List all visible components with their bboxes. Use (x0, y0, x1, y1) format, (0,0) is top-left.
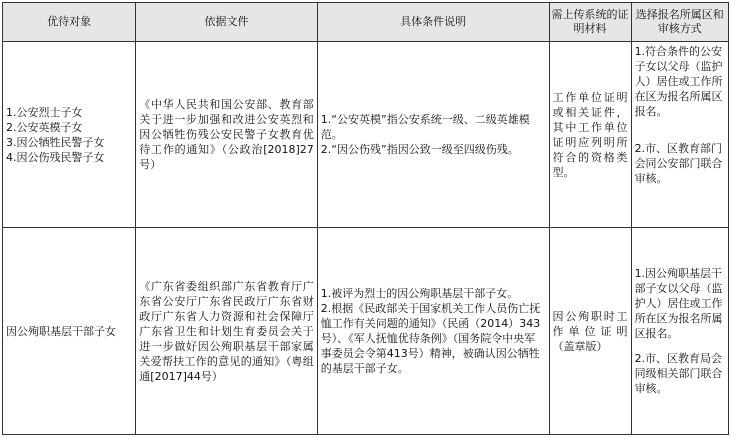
target-item: 4.因公伤残民警子女 (6, 150, 105, 164)
header-target: 优待对象 (3, 3, 136, 42)
review-cell (631, 42, 728, 228)
condition-item: 1.“公安英模”指公安系统一级、二级英雄模范。 (320, 113, 530, 141)
target-cell (3, 42, 136, 228)
materials-cell: 因公殉职时工作单位证明（盖章版） (549, 228, 631, 435)
condition-item: 2.根据《民政部关于国家机关工作人员伤亡抚恤工作有关问题的通知》（民函（2014）343号）、《军人抚恤优待条例》（国务院令中央军事委员会令第413号）精神，被确认因公牺牲的基层干部子女。 (320, 302, 541, 375)
review-cell (631, 228, 728, 435)
basis-cell: 《中华人民共和国公安部、教育部关于进一步加强和改进公安英烈和因公牺牲伤残公安民警子女教育优待工作的通知》（公政治[2018]27号） (136, 42, 318, 228)
conditions-cell (317, 42, 549, 228)
review-item: 1.符合条件的公安子女以父母（监护人）居住或工作所在区为报名所属区报名。 (634, 45, 723, 118)
conditions-cell (317, 228, 549, 435)
target-item: 3.因公牺牲民警子女 (6, 135, 105, 149)
header-materials: 需上传系统的证明材料 (549, 3, 631, 42)
review-item: 2.市、区教育局会同级相关部门联合审核。 (634, 352, 723, 395)
basis-cell: 《广东省委组织部广东省教育厅广东省公安厅广东省民政厅广东省财政厅广东省人力资源和社会保障厅广东省卫生和计划生育委员会关于进一步做好因公殉职基层干部家属关爱帮扶工作的意见的通知》（粤组通[2017]44号） (136, 228, 318, 435)
materials-cell: 工作单位证明或相关证件，其中工作单位证明应列明所符合的资格类型。 (549, 42, 631, 228)
table-row (3, 42, 729, 228)
review-item: 1.因公殉职基层干部子女以父母（监护人）居住或工作所在区为报名所属区报名。 (634, 267, 723, 340)
policy-table (2, 2, 729, 435)
header-basis: 依据文件 (136, 3, 318, 42)
header-conditions: 具体条件说明 (317, 3, 549, 42)
table-row (3, 228, 729, 435)
review-item: 2.市、区教育部门会同公安部门联合审核。 (634, 142, 723, 185)
condition-item: 1.被评为烈士的因公殉职基层干部子女。 (320, 287, 519, 300)
condition-item: 2.“因公伤残”指因公致一级至四级伤残。 (320, 143, 519, 156)
header-row (3, 3, 729, 42)
target-item: 1.公安烈士子女 (6, 105, 83, 119)
header-review: 选择报名所属区和审核方式 (631, 3, 728, 42)
target-item: 2.公安英模子女 (6, 120, 83, 134)
target-cell (3, 228, 136, 435)
target-item: 因公殉职基层干部子女 (6, 324, 116, 338)
